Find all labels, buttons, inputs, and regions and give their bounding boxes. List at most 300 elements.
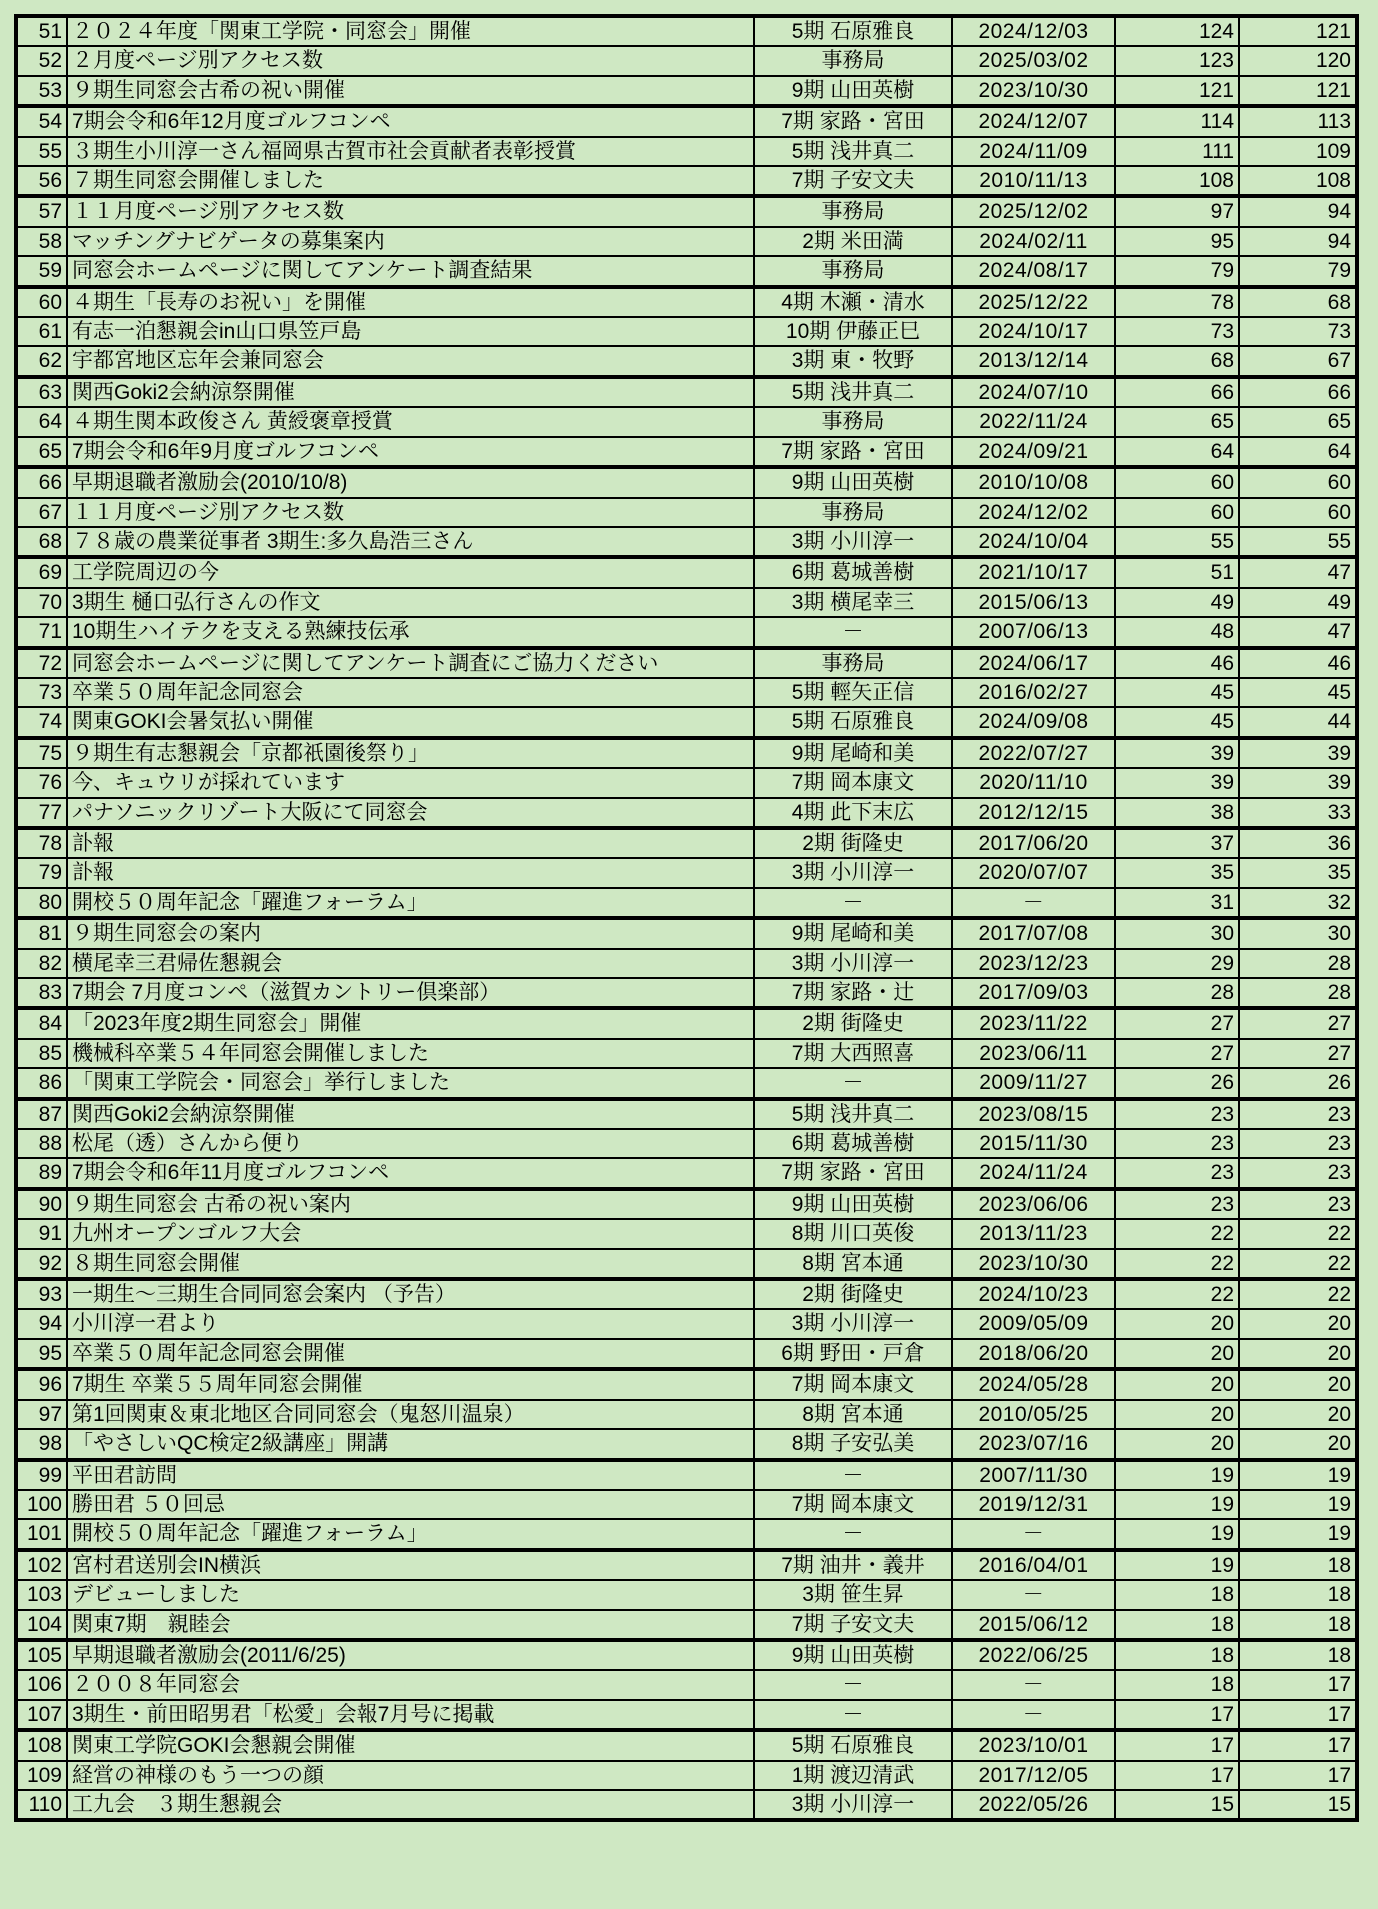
date-cell: 2022/05/26 (952, 1790, 1115, 1820)
row-number-cell: 67 (16, 498, 67, 527)
count-b-cell: 60 (1239, 467, 1357, 497)
title-cell: 早期退職者激励会(2011/6/25) (67, 1640, 754, 1670)
count-a-cell: 18 (1115, 1670, 1239, 1699)
author-cell: 9期 尾崎和美 (754, 918, 952, 948)
title-cell: ７期生同窓会開催しました (67, 166, 754, 196)
count-b-cell: 64 (1239, 437, 1357, 467)
date-cell: 2010/05/25 (952, 1400, 1115, 1429)
date-cell: 2023/12/23 (952, 949, 1115, 978)
title-cell: 今、キュウリが採れています (67, 768, 754, 797)
count-b-cell: 23 (1239, 1099, 1357, 1129)
table-row (16, 1369, 1357, 1399)
date-cell: 2009/11/27 (952, 1068, 1115, 1098)
author-cell: 事務局 (754, 256, 952, 286)
count-a-cell: 22 (1115, 1219, 1239, 1248)
title-cell: 宇都宮地区忘年会兼同窓会 (67, 346, 754, 376)
author-cell: 2期 街隆史 (754, 1008, 952, 1038)
row-number-cell: 102 (16, 1550, 67, 1580)
date-cell: 2017/12/05 (952, 1761, 1115, 1790)
date-cell: 2009/05/09 (952, 1309, 1115, 1338)
table-row (16, 1309, 1357, 1338)
title-cell: 工学院周辺の今 (67, 557, 754, 587)
date-cell: 2025/12/02 (952, 196, 1115, 226)
row-number-cell: 79 (16, 858, 67, 887)
count-a-cell: 60 (1115, 498, 1239, 527)
table-row (16, 888, 1357, 918)
table-row (16, 76, 1357, 106)
count-b-cell: 17 (1239, 1670, 1357, 1699)
table-row (16, 437, 1357, 467)
count-a-cell: 23 (1115, 1158, 1239, 1188)
author-cell: 3期 小川淳一 (754, 527, 952, 557)
table-row (16, 1189, 1357, 1219)
table-row (16, 648, 1357, 678)
row-number-cell: 73 (16, 678, 67, 707)
count-a-cell: 23 (1115, 1189, 1239, 1219)
table-row (16, 1429, 1357, 1459)
row-number-cell: 57 (16, 196, 67, 226)
title-cell: 小川淳一君より (67, 1309, 754, 1338)
table-row (16, 949, 1357, 978)
author-cell: 9期 山田英樹 (754, 1189, 952, 1219)
count-a-cell: 27 (1115, 1008, 1239, 1038)
title-cell: 勝田君 ５０回忌 (67, 1490, 754, 1519)
author-cell: 事務局 (754, 407, 952, 436)
count-a-cell: 121 (1115, 76, 1239, 106)
author-cell: 7期 岡本康文 (754, 1490, 952, 1519)
count-b-cell: 15 (1239, 1790, 1357, 1820)
count-a-cell: 73 (1115, 317, 1239, 346)
table-row (16, 46, 1357, 75)
row-number-cell: 105 (16, 1640, 67, 1670)
title-cell: 7期会令和6年12月度ゴルフコンペ (67, 106, 754, 136)
author-cell: 6期 野田・戸倉 (754, 1339, 952, 1369)
articles-table-body (16, 16, 1357, 1820)
author-cell: 7期 家路・宮田 (754, 106, 952, 136)
row-number-cell: 65 (16, 437, 67, 467)
count-b-cell: 66 (1239, 377, 1357, 407)
date-cell: 2023/07/16 (952, 1429, 1115, 1459)
row-number-cell: 60 (16, 287, 67, 317)
count-a-cell: 20 (1115, 1309, 1239, 1338)
table-row (16, 1400, 1357, 1429)
author-cell: 3期 小川淳一 (754, 1309, 952, 1338)
date-cell: 2024/08/17 (952, 256, 1115, 286)
count-a-cell: 37 (1115, 828, 1239, 858)
row-number-cell: 110 (16, 1790, 67, 1820)
count-a-cell: 46 (1115, 648, 1239, 678)
count-a-cell: 68 (1115, 346, 1239, 376)
count-b-cell: 55 (1239, 527, 1357, 557)
date-cell: 2024/12/07 (952, 106, 1115, 136)
table-row (16, 1339, 1357, 1369)
count-b-cell: 20 (1239, 1369, 1357, 1399)
row-number-cell: 59 (16, 256, 67, 286)
count-b-cell: 73 (1239, 317, 1357, 346)
date-cell: 2022/11/24 (952, 407, 1115, 436)
row-number-cell: 77 (16, 798, 67, 828)
author-cell: 3期 横尾幸三 (754, 588, 952, 617)
row-number-cell: 104 (16, 1610, 67, 1640)
title-cell: ３期生小川淳一さん福岡県古賀市社会貢献者表彰授賞 (67, 137, 754, 166)
row-number-cell: 93 (16, 1279, 67, 1309)
author-cell: 8期 宮本通 (754, 1400, 952, 1429)
date-cell: 2015/11/30 (952, 1129, 1115, 1158)
title-cell: 第1回関東＆東北地区合同同窓会（鬼怒川温泉） (67, 1400, 754, 1429)
row-number-cell: 85 (16, 1039, 67, 1068)
author-cell: － (754, 1519, 952, 1549)
row-number-cell: 72 (16, 648, 67, 678)
count-b-cell: 22 (1239, 1279, 1357, 1309)
count-b-cell: 94 (1239, 227, 1357, 256)
row-number-cell: 101 (16, 1519, 67, 1549)
date-cell: 2023/06/11 (952, 1039, 1115, 1068)
table-row (16, 678, 1357, 707)
author-cell: 7期 家路・宮田 (754, 1158, 952, 1188)
title-cell: ２０２４年度「関東工学院・同窓会」開催 (67, 16, 754, 46)
count-b-cell: 65 (1239, 407, 1357, 436)
count-b-cell: 94 (1239, 196, 1357, 226)
count-b-cell: 33 (1239, 798, 1357, 828)
count-a-cell: 45 (1115, 678, 1239, 707)
count-b-cell: 28 (1239, 949, 1357, 978)
row-number-cell: 82 (16, 949, 67, 978)
table-row (16, 527, 1357, 557)
row-number-cell: 83 (16, 978, 67, 1008)
date-cell: － (952, 888, 1115, 918)
table-row (16, 377, 1357, 407)
title-cell: １１月度ページ別アクセス数 (67, 196, 754, 226)
table-row (16, 1610, 1357, 1640)
title-cell: 「関東工学院会・同窓会」挙行しました (67, 1068, 754, 1098)
table-row (16, 196, 1357, 226)
table-row (16, 407, 1357, 436)
title-cell: 横尾幸三君帰佐懇親会 (67, 949, 754, 978)
row-number-cell: 53 (16, 76, 67, 106)
title-cell: 7期会令和6年9月度ゴルフコンペ (67, 437, 754, 467)
count-b-cell: 18 (1239, 1580, 1357, 1609)
table-row (16, 1068, 1357, 1098)
row-number-cell: 109 (16, 1761, 67, 1790)
count-b-cell: 19 (1239, 1490, 1357, 1519)
title-cell: 平田君訪問 (67, 1460, 754, 1490)
count-a-cell: 97 (1115, 196, 1239, 226)
table-row (16, 1550, 1357, 1580)
count-a-cell: 20 (1115, 1369, 1239, 1399)
count-a-cell: 23 (1115, 1099, 1239, 1129)
count-a-cell: 45 (1115, 707, 1239, 737)
author-cell: 4期 此下末広 (754, 798, 952, 828)
author-cell: 3期 笹生昇 (754, 1580, 952, 1609)
date-cell: 2015/06/12 (952, 1610, 1115, 1640)
date-cell: 2023/10/01 (952, 1730, 1115, 1760)
author-cell: 7期 油井・義井 (754, 1550, 952, 1580)
count-a-cell: 20 (1115, 1339, 1239, 1369)
count-a-cell: 49 (1115, 588, 1239, 617)
table-row (16, 557, 1357, 587)
count-a-cell: 78 (1115, 287, 1239, 317)
count-b-cell: 28 (1239, 978, 1357, 1008)
author-cell: 5期 浅井真二 (754, 1099, 952, 1129)
count-a-cell: 17 (1115, 1700, 1239, 1730)
table-row (16, 1761, 1357, 1790)
count-b-cell: 23 (1239, 1158, 1357, 1188)
table-row (16, 828, 1357, 858)
count-a-cell: 111 (1115, 137, 1239, 166)
articles-table (14, 14, 1359, 1822)
count-b-cell: 27 (1239, 1008, 1357, 1038)
row-number-cell: 61 (16, 317, 67, 346)
title-cell: 機械科卒業５４年同窓会開催しました (67, 1039, 754, 1068)
count-a-cell: 51 (1115, 557, 1239, 587)
count-a-cell: 30 (1115, 918, 1239, 948)
row-number-cell: 98 (16, 1429, 67, 1459)
count-b-cell: 35 (1239, 858, 1357, 887)
count-a-cell: 19 (1115, 1490, 1239, 1519)
author-cell: 事務局 (754, 648, 952, 678)
table-row (16, 768, 1357, 797)
author-cell: 事務局 (754, 498, 952, 527)
table-row (16, 1008, 1357, 1038)
date-cell: 2022/07/27 (952, 738, 1115, 768)
title-cell: 一期生〜三期生合同同窓会案内 （予告） (67, 1279, 754, 1309)
author-cell: 5期 浅井真二 (754, 377, 952, 407)
table-row (16, 1640, 1357, 1670)
title-cell: 松尾（透）さんから便り (67, 1129, 754, 1158)
row-number-cell: 107 (16, 1700, 67, 1730)
table-row (16, 227, 1357, 256)
title-cell: １１月度ページ別アクセス数 (67, 498, 754, 527)
count-b-cell: 36 (1239, 828, 1357, 858)
date-cell: 2015/06/13 (952, 588, 1115, 617)
row-number-cell: 63 (16, 377, 67, 407)
author-cell: 7期 子安文夫 (754, 1610, 952, 1640)
table-row (16, 1099, 1357, 1129)
date-cell: 2023/10/30 (952, 76, 1115, 106)
count-a-cell: 35 (1115, 858, 1239, 887)
count-a-cell: 39 (1115, 768, 1239, 797)
author-cell: 7期 子安文夫 (754, 166, 952, 196)
author-cell: 7期 岡本康文 (754, 768, 952, 797)
author-cell: 9期 山田英樹 (754, 467, 952, 497)
count-a-cell: 26 (1115, 1068, 1239, 1098)
author-cell: 7期 大西照喜 (754, 1039, 952, 1068)
row-number-cell: 108 (16, 1730, 67, 1760)
count-a-cell: 95 (1115, 227, 1239, 256)
date-cell: 2024/11/09 (952, 137, 1115, 166)
author-cell: 2期 街隆史 (754, 828, 952, 858)
title-cell: 経営の神様のもう一つの顔 (67, 1761, 754, 1790)
title-cell: デビューしました (67, 1580, 754, 1609)
count-a-cell: 18 (1115, 1610, 1239, 1640)
count-b-cell: 120 (1239, 46, 1357, 75)
count-a-cell: 39 (1115, 738, 1239, 768)
date-cell: 2020/07/07 (952, 858, 1115, 887)
title-cell: ７８歳の農業従事者 3期生:多久島浩三さん (67, 527, 754, 557)
count-a-cell: 19 (1115, 1519, 1239, 1549)
table-row (16, 106, 1357, 136)
count-b-cell: 32 (1239, 888, 1357, 918)
table-row (16, 1700, 1357, 1730)
count-b-cell: 67 (1239, 346, 1357, 376)
row-number-cell: 96 (16, 1369, 67, 1399)
date-cell: 2021/10/17 (952, 557, 1115, 587)
title-cell: 関西Goki2会納涼祭開催 (67, 377, 754, 407)
count-b-cell: 26 (1239, 1068, 1357, 1098)
date-cell: 2024/12/03 (952, 16, 1115, 46)
row-number-cell: 66 (16, 467, 67, 497)
title-cell: 有志一泊懇親会in山口県笠戸島 (67, 317, 754, 346)
date-cell: 2023/11/22 (952, 1008, 1115, 1038)
title-cell: 同窓会ホームページに関してアンケート調査結果 (67, 256, 754, 286)
date-cell: 2016/04/01 (952, 1550, 1115, 1580)
row-number-cell: 75 (16, 738, 67, 768)
title-cell: 関東工学院GOKI会懇親会開催 (67, 1730, 754, 1760)
title-cell: 「やさしいQC検定2級講座」開講 (67, 1429, 754, 1459)
table-row (16, 798, 1357, 828)
date-cell: 2024/09/08 (952, 707, 1115, 737)
row-number-cell: 88 (16, 1129, 67, 1158)
count-b-cell: 20 (1239, 1339, 1357, 1369)
title-cell: 3期生・前田昭男君「松愛」会報7月号に掲載 (67, 1700, 754, 1730)
date-cell: 2024/10/04 (952, 527, 1115, 557)
date-cell: 2017/06/20 (952, 828, 1115, 858)
row-number-cell: 62 (16, 346, 67, 376)
count-b-cell: 47 (1239, 617, 1357, 647)
row-number-cell: 51 (16, 16, 67, 46)
row-number-cell: 89 (16, 1158, 67, 1188)
date-cell: 2024/12/02 (952, 498, 1115, 527)
author-cell: 5期 輕矢正信 (754, 678, 952, 707)
count-b-cell: 113 (1239, 106, 1357, 136)
table-row (16, 1580, 1357, 1609)
date-cell: － (952, 1519, 1115, 1549)
author-cell: 10期 伊藤正巳 (754, 317, 952, 346)
table-row (16, 1129, 1357, 1158)
count-a-cell: 20 (1115, 1400, 1239, 1429)
count-b-cell: 27 (1239, 1039, 1357, 1068)
date-cell: 2018/06/20 (952, 1339, 1115, 1369)
table-row (16, 1730, 1357, 1760)
row-number-cell: 97 (16, 1400, 67, 1429)
count-b-cell: 20 (1239, 1429, 1357, 1459)
count-b-cell: 60 (1239, 498, 1357, 527)
title-cell: ９期生有志懇親会「京都祇園後祭り」 (67, 738, 754, 768)
date-cell: 2023/06/06 (952, 1189, 1115, 1219)
title-cell: 開校５０周年記念「躍進フォーラム」 (67, 1519, 754, 1549)
table-row (16, 978, 1357, 1008)
author-cell: 1期 渡辺清武 (754, 1761, 952, 1790)
date-cell: 2013/12/14 (952, 346, 1115, 376)
date-cell: 2013/11/23 (952, 1219, 1115, 1248)
author-cell: 9期 尾崎和美 (754, 738, 952, 768)
count-a-cell: 17 (1115, 1730, 1239, 1760)
count-a-cell: 64 (1115, 437, 1239, 467)
title-cell: ９期生同窓会 古希の祝い案内 (67, 1189, 754, 1219)
row-number-cell: 99 (16, 1460, 67, 1490)
count-a-cell: 22 (1115, 1279, 1239, 1309)
date-cell: 2024/05/28 (952, 1369, 1115, 1399)
author-cell: 3期 東・牧野 (754, 346, 952, 376)
table-row (16, 317, 1357, 346)
row-number-cell: 68 (16, 527, 67, 557)
date-cell: 2024/11/24 (952, 1158, 1115, 1188)
count-a-cell: 18 (1115, 1580, 1239, 1609)
date-cell: 2019/12/31 (952, 1490, 1115, 1519)
table-row (16, 1219, 1357, 1248)
title-cell: ９期生同窓会の案内 (67, 918, 754, 948)
row-number-cell: 94 (16, 1309, 67, 1338)
row-number-cell: 52 (16, 46, 67, 75)
count-b-cell: 39 (1239, 738, 1357, 768)
count-a-cell: 19 (1115, 1460, 1239, 1490)
author-cell: 8期 子安弘美 (754, 1429, 952, 1459)
title-cell: 九州オープンゴルフ大会 (67, 1219, 754, 1248)
row-number-cell: 71 (16, 617, 67, 647)
date-cell: － (952, 1670, 1115, 1699)
count-b-cell: 44 (1239, 707, 1357, 737)
count-a-cell: 17 (1115, 1761, 1239, 1790)
title-cell: 関西Goki2会納涼祭開催 (67, 1099, 754, 1129)
title-cell: 同窓会ホームページに関してアンケート調査にご協力ください (67, 648, 754, 678)
table-row (16, 1039, 1357, 1068)
row-number-cell: 54 (16, 106, 67, 136)
date-cell: 2024/06/17 (952, 648, 1115, 678)
row-number-cell: 69 (16, 557, 67, 587)
date-cell: 2016/02/27 (952, 678, 1115, 707)
count-a-cell: 55 (1115, 527, 1239, 557)
count-a-cell: 66 (1115, 377, 1239, 407)
date-cell: 2024/07/10 (952, 377, 1115, 407)
title-cell: マッチングナビゲータの募集案内 (67, 227, 754, 256)
author-cell: － (754, 617, 952, 647)
count-b-cell: 39 (1239, 768, 1357, 797)
count-a-cell: 20 (1115, 1429, 1239, 1459)
title-cell: 早期退職者激励会(2010/10/8) (67, 467, 754, 497)
count-b-cell: 18 (1239, 1610, 1357, 1640)
count-b-cell: 17 (1239, 1700, 1357, 1730)
count-b-cell: 68 (1239, 287, 1357, 317)
row-number-cell: 95 (16, 1339, 67, 1369)
count-a-cell: 65 (1115, 407, 1239, 436)
title-cell: パナソニックリゾート大阪にて同窓会 (67, 798, 754, 828)
date-cell: 2022/06/25 (952, 1640, 1115, 1670)
row-number-cell: 80 (16, 888, 67, 918)
count-a-cell: 22 (1115, 1249, 1239, 1279)
author-cell: 3期 小川淳一 (754, 949, 952, 978)
count-a-cell: 23 (1115, 1129, 1239, 1158)
table-row (16, 738, 1357, 768)
table-row (16, 1790, 1357, 1820)
author-cell: 事務局 (754, 46, 952, 75)
row-number-cell: 74 (16, 707, 67, 737)
date-cell: 2017/09/03 (952, 978, 1115, 1008)
row-number-cell: 87 (16, 1099, 67, 1129)
row-number-cell: 92 (16, 1249, 67, 1279)
title-cell: 7期生 卒業５５周年同窓会開催 (67, 1369, 754, 1399)
title-cell: 宮村君送別会IN横浜 (67, 1550, 754, 1580)
author-cell: 事務局 (754, 196, 952, 226)
table-row (16, 1490, 1357, 1519)
date-cell: 2017/07/08 (952, 918, 1115, 948)
table-row (16, 498, 1357, 527)
author-cell: 8期 宮本通 (754, 1249, 952, 1279)
date-cell: 2024/10/17 (952, 317, 1115, 346)
title-cell: 関東7期 親睦会 (67, 1610, 754, 1640)
table-row (16, 1519, 1357, 1549)
table-row (16, 707, 1357, 737)
count-a-cell: 108 (1115, 166, 1239, 196)
